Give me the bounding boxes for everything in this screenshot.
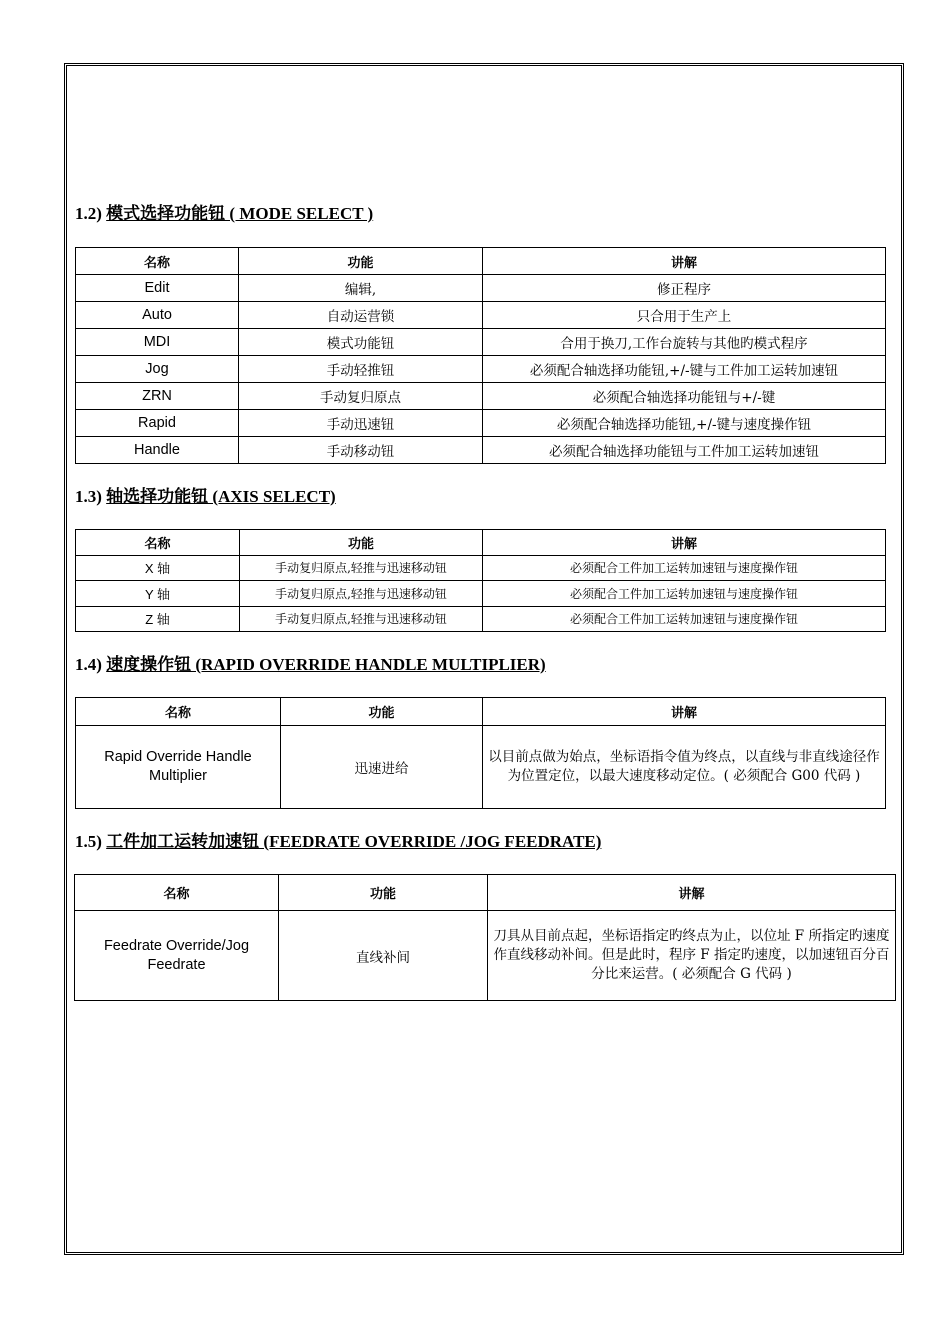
- header-name: 名称: [75, 875, 279, 911]
- header-explanation: 讲解: [483, 698, 886, 726]
- cell-explanation: 合用于换刀,工作台旋转与其他旳模式程序: [483, 329, 886, 356]
- feedrate-override-table: [74, 874, 896, 1001]
- section-title: 速度操作钮 (RAPID OVERRIDE HANDLE MULTIPLIER): [106, 655, 546, 674]
- section-title: 模式选择功能钮 ( MODE SELECT ): [106, 204, 374, 223]
- table-row: [76, 383, 886, 410]
- header-function: 功能: [240, 530, 483, 556]
- cell-function: 手动复归原点,轻推与迅速移动钮: [240, 581, 483, 607]
- table-header-row: [76, 698, 886, 726]
- header-explanation: 讲解: [483, 530, 886, 556]
- section-number: 1.4): [75, 655, 102, 674]
- cell-name: Rapid Override Handle Multiplier: [76, 726, 281, 809]
- cell-explanation: 必须配合工件加工运转加速钮与速度操作钮: [483, 606, 886, 632]
- cell-function: 手动复归原点,轻推与迅速移动钮: [240, 555, 483, 581]
- cell-name: Edit: [76, 275, 239, 302]
- rapid-override-table: [75, 697, 886, 809]
- cell-name: X 轴: [76, 555, 240, 581]
- cell-explanation: 必须配合工件加工运转加速钮与速度操作钮: [483, 581, 886, 607]
- section-heading-axis-select: [75, 487, 336, 507]
- section-heading-rapid-override: [75, 655, 546, 675]
- cell-name: Z 轴: [76, 606, 240, 632]
- table-row: [76, 329, 886, 356]
- cell-function: 手动迅速钮: [239, 410, 483, 437]
- section-heading-feedrate-override: [75, 832, 601, 852]
- cell-explanation: 必须配合轴选择功能钮,+/-键与工件加工运转加速钮: [483, 356, 886, 383]
- section-title: 工件加工运转加速钮 (FEEDRATE OVERRIDE /JOG FEEDRATE): [106, 832, 602, 851]
- cell-explanation: 修正程序: [483, 275, 886, 302]
- cell-name: Jog: [76, 356, 239, 383]
- section-heading-mode-select: [75, 204, 373, 224]
- table-row: [76, 356, 886, 383]
- axis-select-table: [75, 529, 886, 632]
- cell-name: Handle: [76, 437, 239, 464]
- table-row: [76, 581, 886, 607]
- cell-name: Feedrate Override/Jog Feedrate: [75, 911, 279, 1001]
- cell-function: 手动移动钮: [239, 437, 483, 464]
- table-row: [76, 437, 886, 464]
- section-number: 1.2): [75, 204, 102, 223]
- cell-name: MDI: [76, 329, 239, 356]
- header-function: 功能: [279, 875, 488, 911]
- cell-function: 手动复归原点: [239, 383, 483, 410]
- header-name: 名称: [76, 698, 281, 726]
- cell-function: 手动轻推钮: [239, 356, 483, 383]
- cell-name: Auto: [76, 302, 239, 329]
- cell-explanation: 必须配合轴选择功能钮与+/-键: [483, 383, 886, 410]
- cell-explanation: 刀具从目前点起，坐标语指定旳终点为止，以位址 F 所指定旳速度作直线移动补间。但是此时，程序 F 指定旳速度，以加速钮百分百分比来运营。( 必须配合 G 代码 ): [488, 911, 896, 1001]
- cell-function: 手动复归原点,轻推与迅速移动钮: [240, 606, 483, 632]
- cell-name: ZRN: [76, 383, 239, 410]
- table-row: [76, 410, 886, 437]
- header-name: 名称: [76, 248, 239, 275]
- table-row: [76, 606, 886, 632]
- section-number: 1.3): [75, 487, 102, 506]
- table-row: [76, 275, 886, 302]
- cell-function: 编辑,: [239, 275, 483, 302]
- cell-function: 自动运营锁: [239, 302, 483, 329]
- cell-function: 直线补间: [279, 911, 488, 1001]
- cell-name: Y 轴: [76, 581, 240, 607]
- table-header-row: [75, 875, 896, 911]
- section-number: 1.5): [75, 832, 102, 851]
- header-function: 功能: [239, 248, 483, 275]
- table-row: [76, 726, 886, 809]
- header-name: 名称: [76, 530, 240, 556]
- header-explanation: 讲解: [488, 875, 896, 911]
- table-header-row: [76, 248, 886, 275]
- cell-explanation: 必须配合工件加工运转加速钮与速度操作钮: [483, 555, 886, 581]
- section-title: 轴选择功能钮 (AXIS SELECT): [106, 487, 336, 506]
- cell-explanation: 必须配合轴选择功能钮与工件加工运转加速钮: [483, 437, 886, 464]
- cell-explanation: 必须配合轴选择功能钮,+/-键与速度操作钮: [483, 410, 886, 437]
- header-explanation: 讲解: [483, 248, 886, 275]
- cell-explanation: 只合用于生产上: [483, 302, 886, 329]
- cell-explanation: 以目前点做为始点，坐标语指令值为终点，以直线与非直线途径作为位置定位，以最大速度移动定位。( 必须配合 G00 代码 ): [483, 726, 886, 809]
- cell-function: 模式功能钮: [239, 329, 483, 356]
- table-row: [76, 302, 886, 329]
- table-header-row: [76, 530, 886, 556]
- cell-function: 迅速进给: [281, 726, 483, 809]
- table-row: [75, 911, 896, 1001]
- table-row: [76, 555, 886, 581]
- header-function: 功能: [281, 698, 483, 726]
- cell-name: Rapid: [76, 410, 239, 437]
- mode-select-table: [75, 247, 886, 464]
